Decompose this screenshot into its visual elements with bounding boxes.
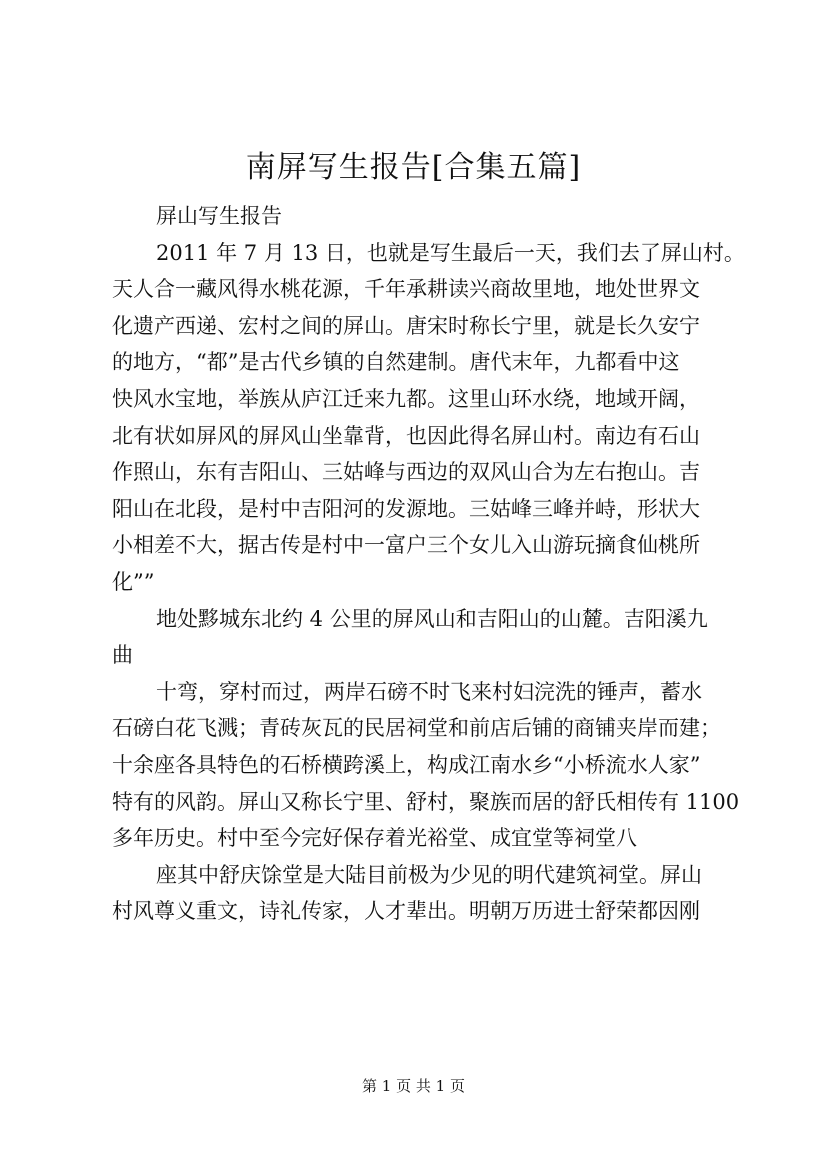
- text-line: 多年历史。村中至今完好保存着光裕堂、成宜堂等祠堂八: [112, 826, 637, 851]
- text-line: 屏山写生报告: [156, 204, 282, 228]
- text-line: 化遗产西递、宏村之间的屏山。唐宋时称长宁里，就是长久安宁: [112, 313, 700, 338]
- text-line: 化””: [112, 569, 155, 594]
- text-line: 特有的风韵。屏山又称长宁里、舒村，聚族而居的舒氏相传有 1100: [112, 789, 740, 814]
- text-line: 十余座各具特色的石桥横跨溪上，构成江南水乡“小桥流水人家”: [112, 752, 701, 777]
- text-line: 地处黟城东北约 4 公里的屏风山和吉阳山的山麓。吉阳溪九: [156, 606, 708, 631]
- text-line: 作照山，东有吉阳山、三姑峰与西边的双风山合为左右抱山。吉: [112, 460, 700, 485]
- document-title: 南屏写生报告[合集五篇]: [245, 150, 582, 185]
- text-line: 快风水宝地，举族从庐江迁来九都。这里山环水绕，地域开阔，: [112, 386, 700, 411]
- document-body: [112, 198, 745, 930]
- page-footer: 第 1 页 共 1 页: [362, 1077, 465, 1095]
- text-line: 村风尊义重文，诗礼传家，人才辈出。明朝万历进士舒荣都因刚: [112, 899, 700, 924]
- text-line: 曲: [112, 643, 133, 668]
- text-line: 石磅白花飞溅；青砖灰瓦的民居祠堂和前店后铺的商铺夹岸而建；: [112, 716, 721, 741]
- text-line: 的地方，“都”是古代乡镇的自然建制。唐代末年，九都看中这: [112, 350, 680, 375]
- text-line: 小相差不大，据古传是村中一富户三个女儿入山游玩摘食仙桃所: [112, 533, 700, 558]
- text-line: 2011 年 7 月 13 日，也就是写生最后一天，我们去了屏山村。: [156, 240, 745, 265]
- text-line: 阳山在北段，是村中吉阳河的发源地。三姑峰三峰并峙，形状大: [112, 496, 700, 521]
- text-line: 座其中舒庆馀堂是大陆目前极为少见的明代建筑祠堂。屏山: [156, 862, 702, 887]
- text-line: 十弯，穿村而过，两岸石磅不时飞来村妇浣洗的锤声，蓄水: [156, 679, 702, 704]
- text-line: 北有状如屏风的屏风山坐靠背，也因此得名屏山村。南边有石山: [112, 423, 700, 448]
- text-line: 天人合一藏风得水桃花源，千年承耕读兴商故里地，地处世界文: [112, 277, 700, 302]
